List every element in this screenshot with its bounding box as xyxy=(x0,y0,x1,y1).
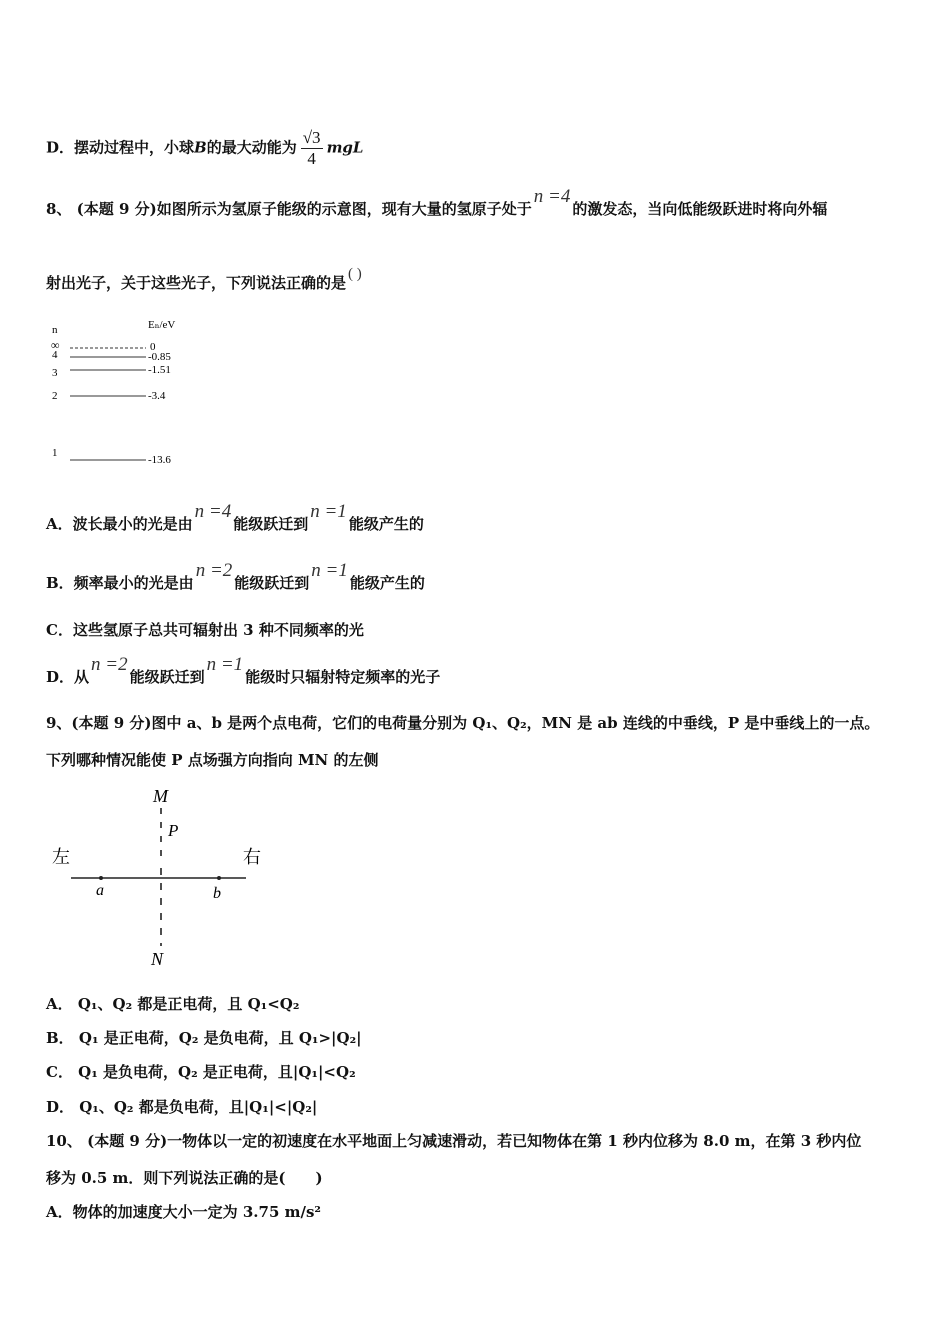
q10-stem-line-2: 移为 0.5 m．则下列说法正确的是( ) xyxy=(46,1169,323,1187)
fraction-sqrt3-over-4: $\frac{√3}{4}$ xyxy=(302,128,321,168)
level-e-inf: 0 xyxy=(150,341,156,353)
label-left: 左 xyxy=(52,847,70,867)
label-m: M xyxy=(153,786,168,806)
q8-option-d: D．从n =2能级跃迁到n =1能级时只辐射特定频率的光子 xyxy=(46,654,441,686)
q8-option-b: B．频率最小的光是由n =2能级跃迁到n =1能级产生的 xyxy=(46,560,425,592)
label-p: P xyxy=(168,821,179,840)
energy-header: Eₙ/eV xyxy=(148,319,176,331)
q9-option-d: D． Q₁、Q₂ 都是负电荷，且|Q₁|<|Q₂| xyxy=(46,1098,318,1116)
level-n-inf: ∞ xyxy=(51,338,60,352)
q9-option-a: A． Q₁、Q₂ 都是正电荷，且 Q₁<Q₂ xyxy=(46,995,300,1013)
level-n-4: 4 xyxy=(52,349,58,361)
q8-option-c: C．这些氢原子总共可辐射出 3 种不同频率的光 xyxy=(46,621,364,639)
label-a: a xyxy=(96,882,104,899)
q8-option-a: A．波长最小的光是由n =4能级跃迁到n =1能级产生的 xyxy=(46,501,424,533)
level-n-3: 3 xyxy=(52,367,58,379)
level-e-1: -13.6 xyxy=(148,454,171,466)
level-e-2: -3.4 xyxy=(148,390,166,402)
label-b: b xyxy=(213,885,221,902)
q9-stem-line-1: 9、(本题 9 分)图中 a、b 是两个点电荷，它们的电荷量分别为 Q₁、Q₂，MN 是 ab 连线的中垂线，P 是中垂线上的一点。 xyxy=(46,714,880,732)
charge-a-dot xyxy=(99,876,103,880)
level-e-4: -0.85 xyxy=(148,351,171,363)
q9-option-b: B． Q₁ 是正电荷，Q₂ 是负电荷，且 Q₁>|Q₂| xyxy=(46,1029,362,1047)
q10-option-a: A．物体的加速度大小一定为 3.75 m/s² xyxy=(46,1203,321,1221)
q8-stem-line-1: 8、 (本题 9 分)如图所示为氢原子能级的示意图，现有大量的氢原子处于n =4的激发态，当向低能级跃进时将向外辐 xyxy=(46,186,828,218)
n-header: n xyxy=(52,324,58,336)
charge-b-dot xyxy=(217,876,221,880)
label-n: N xyxy=(151,949,164,969)
q10-stem-line-1: 10、 (本题 9 分)一物体以一定的初速度在水平地面上匀减速滑动，若已知物体在第 1 秒内位移为 8.0 m，在第 3 秒内位 xyxy=(46,1132,862,1150)
level-n-2: 2 xyxy=(52,390,58,402)
level-e-3: -1.51 xyxy=(148,364,171,376)
q7-option-d: D．摆动过程中，小球B的最大动能为 $\frac{√3}{4}$ mgL xyxy=(46,128,364,168)
q8-stem-line-2: 射出光子，关于这些光子，下列说法正确的是 ( ) xyxy=(46,266,362,292)
charge-diagram xyxy=(46,780,276,972)
level-n-1: 1 xyxy=(52,447,58,459)
energy-level-diagram xyxy=(46,315,206,470)
q9-stem-line-2: 下列哪种情况能使 P 点场强方向指向 MN 的左侧 xyxy=(46,751,379,769)
q9-option-c: C． Q₁ 是负电荷，Q₂ 是正电荷，且|Q₁|<Q₂ xyxy=(46,1063,356,1081)
label-right: 右 xyxy=(243,847,261,867)
